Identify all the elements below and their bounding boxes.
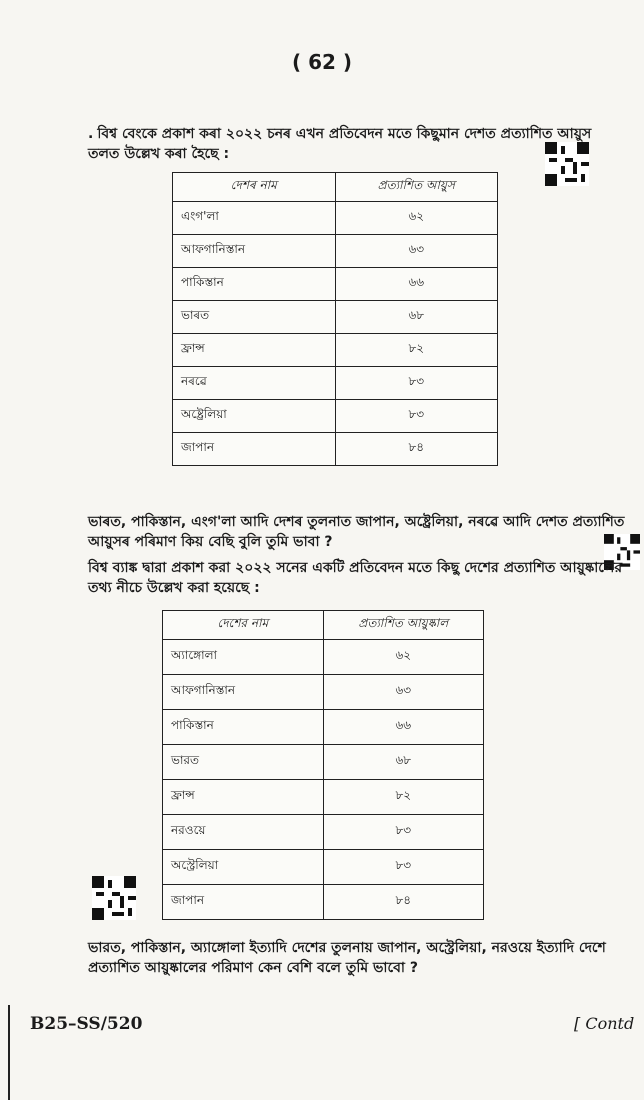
- table-row: পাকিস্তান ৬৬: [163, 710, 484, 745]
- table-row: ফ্রান্স ৮২: [163, 780, 484, 815]
- table-row: অষ্ট্ৰেলিয়া ৮৩: [173, 400, 498, 433]
- assamese-question: ভাৰত, পাকিস্তান, এংগ'লা আদি দেশৰ তুলনাত জাপান, অষ্ট্ৰেলিয়া, নৰৱে আদি দেশত প্ৰত্যাশিত আয়ুসৰ পৰিমাণ কিয় বেছি বুলি তুমি ভাবা ?: [88, 514, 625, 550]
- table-row: এংগ'লা ৬২: [173, 202, 498, 235]
- assamese-life-expectancy-table: [172, 172, 498, 466]
- value-header: প্রত্যাশিত আয়ুষ্কাল: [323, 611, 484, 640]
- continued-label: [ Contd: [574, 1014, 635, 1033]
- table-row: নরওয়ে ৮৩: [163, 815, 484, 850]
- table-row: ভারত ৬৮: [163, 745, 484, 780]
- country-header: দেশৰ নাম: [173, 173, 336, 202]
- table-row: পাকিস্তান ৬৬: [173, 268, 498, 301]
- bengali-question: ভারত, পাকিস্তান, অ্যাঙ্গোলা ইত্যাদি দেশের তুলনায় জাপান, অস্ট্রেলিয়া, নরওয়ে ইত্যাদি দেশে প্রত্যাশিত আয়ুষ্কালের পরিমাণ কেন বেশি বলে তুমি ভাবো ?: [88, 940, 606, 976]
- table-row: ভাৰত ৬৮: [173, 301, 498, 334]
- bengali-life-expectancy-table: [162, 610, 484, 920]
- table-header-row: [173, 173, 498, 202]
- table-row: নৰৱে ৮৩: [173, 367, 498, 400]
- page-number: ( 62 ): [291, 50, 353, 74]
- table-row: অ্যাঙ্গোলা ৬২: [163, 640, 484, 675]
- assamese-intro: . বিশ্ব বেংকে প্ৰকাশ কৰা ২০২২ চনৰ এখন প্ৰতিবেদন মতে কিছুমান দেশত প্ৰত্যাশিত আয়ুস তলত উল্লেখ কৰা হৈছে :: [88, 126, 592, 162]
- table-row: আফগানিস্তান ৬৩: [163, 675, 484, 710]
- value-header: প্ৰত্যাশিত আয়ুস: [335, 173, 498, 202]
- table-row: অস্ট্রেলিয়া ৮৩: [163, 850, 484, 885]
- qr-code-icon: [545, 142, 589, 186]
- table-header-row: [163, 611, 484, 640]
- table-row: ফ্ৰান্স ৮২: [173, 334, 498, 367]
- table-row: আফগানিস্তান ৬৩: [173, 235, 498, 268]
- table-row: জাপান ৮৪: [173, 433, 498, 466]
- bengali-intro: বিশ্ব ব্যাঙ্ক দ্বারা প্রকাশ করা ২০২২ সনের একটি প্রতিবেদন মতে কিছু দেশের প্রত্যাশিত আয়ুষ্কালের তথ্য নীচে উল্লেখ করা হয়েছে :: [88, 560, 623, 596]
- country-header: দেশের নাম: [163, 611, 324, 640]
- table-row: জাপান ৮৪: [163, 885, 484, 920]
- paper-code: B25–SS/520: [30, 1014, 143, 1034]
- qr-code-icon: [92, 876, 136, 920]
- margin-rule: [8, 1005, 10, 1100]
